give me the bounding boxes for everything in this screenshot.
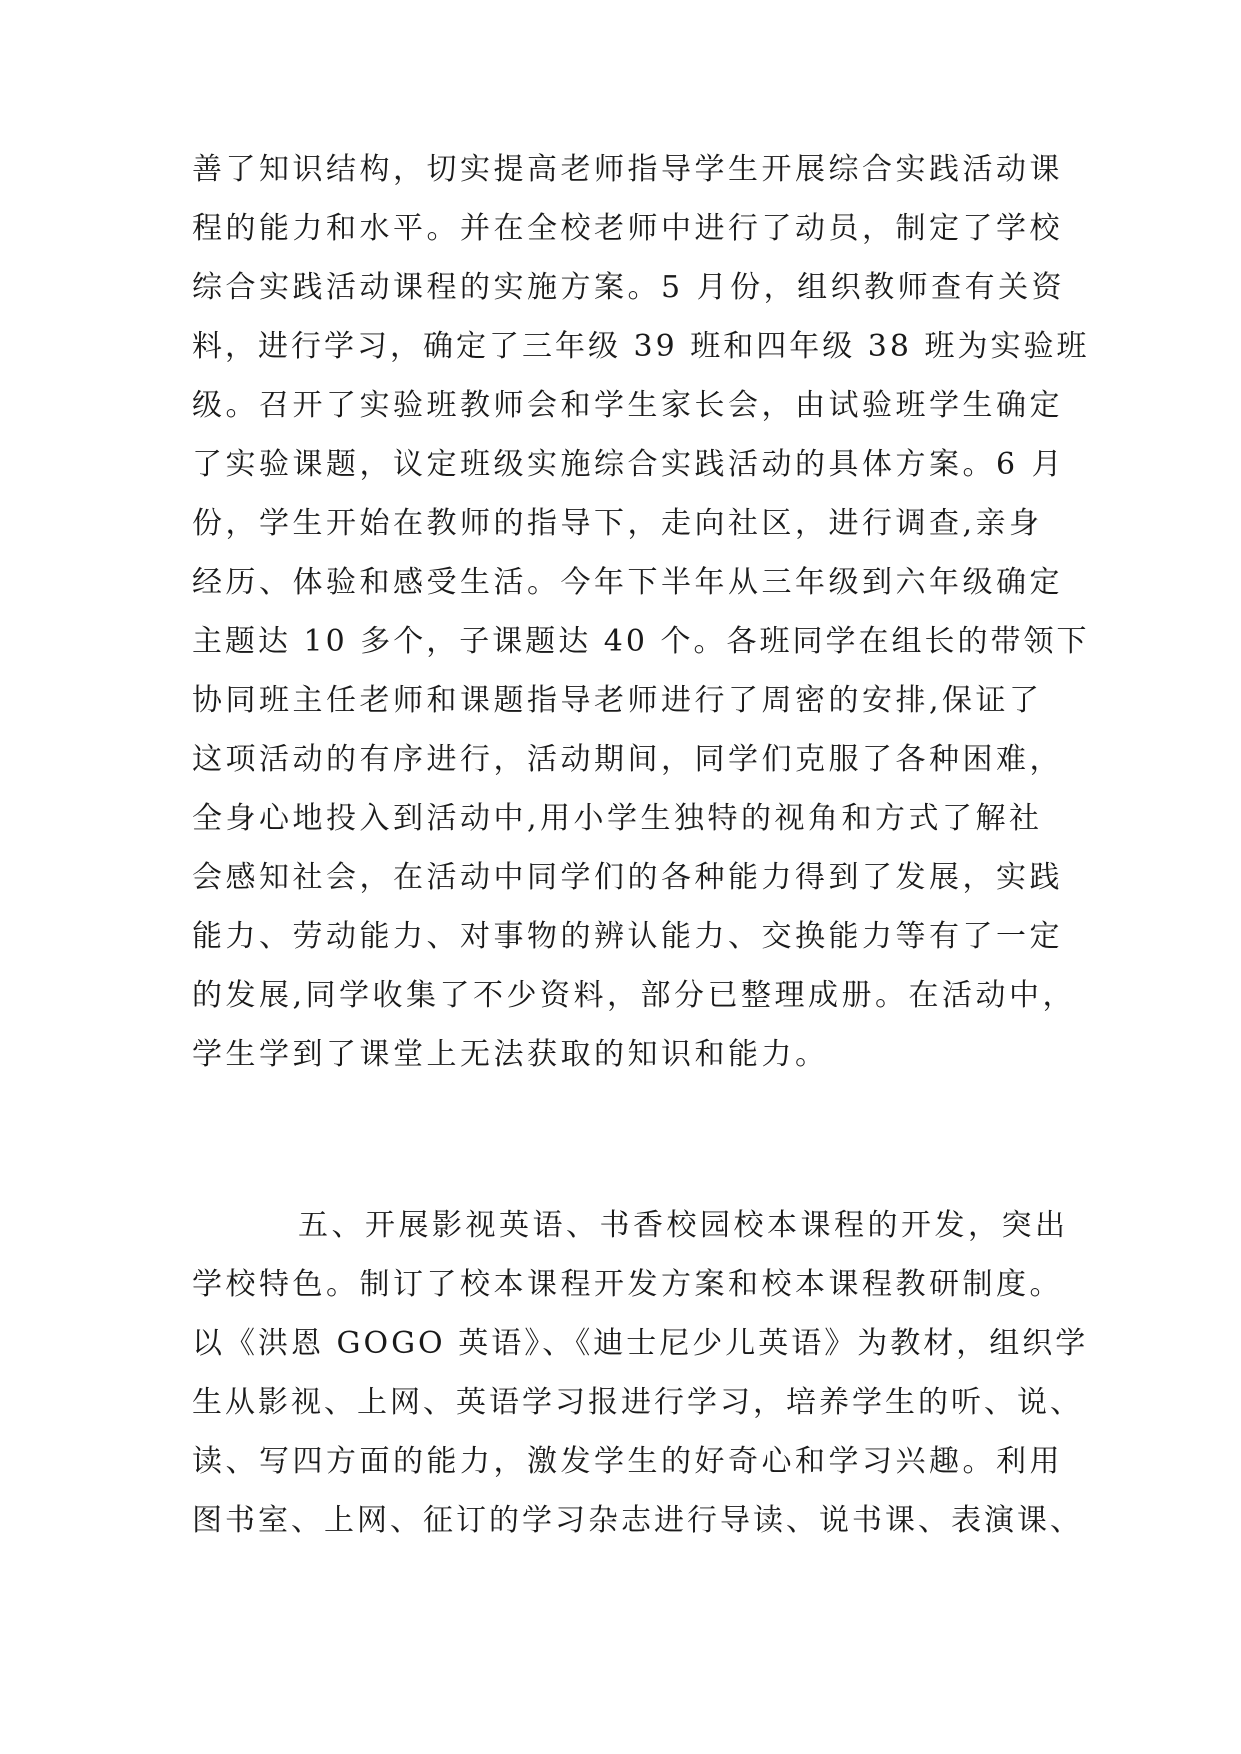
paragraph-1-line-6: 了实验课题，议定班级实施综合实践活动的具体方案。6 月 (192, 447, 1066, 482)
paragraph-1-line-3: 综合实践活动课程的实施方案。5 月份，组织教师查有关资 (192, 270, 1066, 305)
paragraph-1-line-11: 这项活动的有序进行，活动期间，同学们克服了各种困难， (192, 742, 1063, 777)
paragraph-1-line-2: 程的能力和水平。并在全校老师中进行了动员，制定了学校 (192, 211, 1063, 246)
paragraph-2-line-3: 以《洪恩 GOGO 英语》、《迪士尼少儿英语》为教材，组织学 (192, 1326, 1089, 1361)
paragraph-2-line-2: 学校特色。制订了校本课程开发方案和校本课程教研制度。 (192, 1267, 1063, 1302)
paragraph-2-line-6: 图书室、上网、征订的学习杂志进行导读、说书课、表演课、 (192, 1503, 1083, 1538)
paragraph-1-line-8: 经历、体验和感受生活。今年下半年从三年级到六年级确定 (192, 565, 1063, 600)
paragraph-1-line-12: 全身心地投入到活动中,用小学生独特的视角和方式了解社 (192, 801, 1043, 836)
paragraph-1-line-16: 学生学到了课堂上无法获取的知识和能力。 (192, 1037, 829, 1072)
paragraph-1-line-13: 会感知社会，在活动中同学们的各种能力得到了发展，实践 (192, 860, 1063, 895)
paragraph-2-line-4: 生从影视、上网、英语学习报进行学习，培养学生的听、说、 (192, 1385, 1083, 1420)
paragraph-1-line-9: 主题达 10 多个，子课题达 40 个。各班同学在组长的带领下 (192, 624, 1090, 659)
paragraph-2-line-1: 五、开展影视英语、书香校园校本课程的开发，突出 (298, 1208, 1069, 1243)
paragraph-2-line-5: 读、写四方面的能力，激发学生的好奇心和学习兴趣。利用 (192, 1444, 1063, 1479)
paragraph-1-line-14: 能力、劳动能力、对事物的辨认能力、交换能力等有了一定 (192, 919, 1063, 954)
paragraph-1-line-15: 的发展,同学收集了不少资料，部分已整理成册。在活动中， (192, 978, 1077, 1013)
paragraph-1-line-7: 份，学生开始在教师的指导下，走向社区，进行调查,亲身 (192, 506, 1043, 541)
paragraph-1-line-4: 料，进行学习，确定了三年级 39 班和四年级 38 班为实验班 (192, 329, 1090, 364)
paragraph-1-line-1: 善了知识结构，切实提高老师指导学生开展综合实践活动课 (192, 152, 1063, 187)
paragraph-1-line-10: 协同班主任老师和课题指导老师进行了周密的安排,保证了 (192, 683, 1043, 718)
paragraph-1-line-5: 级。召开了实验班教师会和学生家长会，由试验班学生确定 (192, 388, 1063, 423)
